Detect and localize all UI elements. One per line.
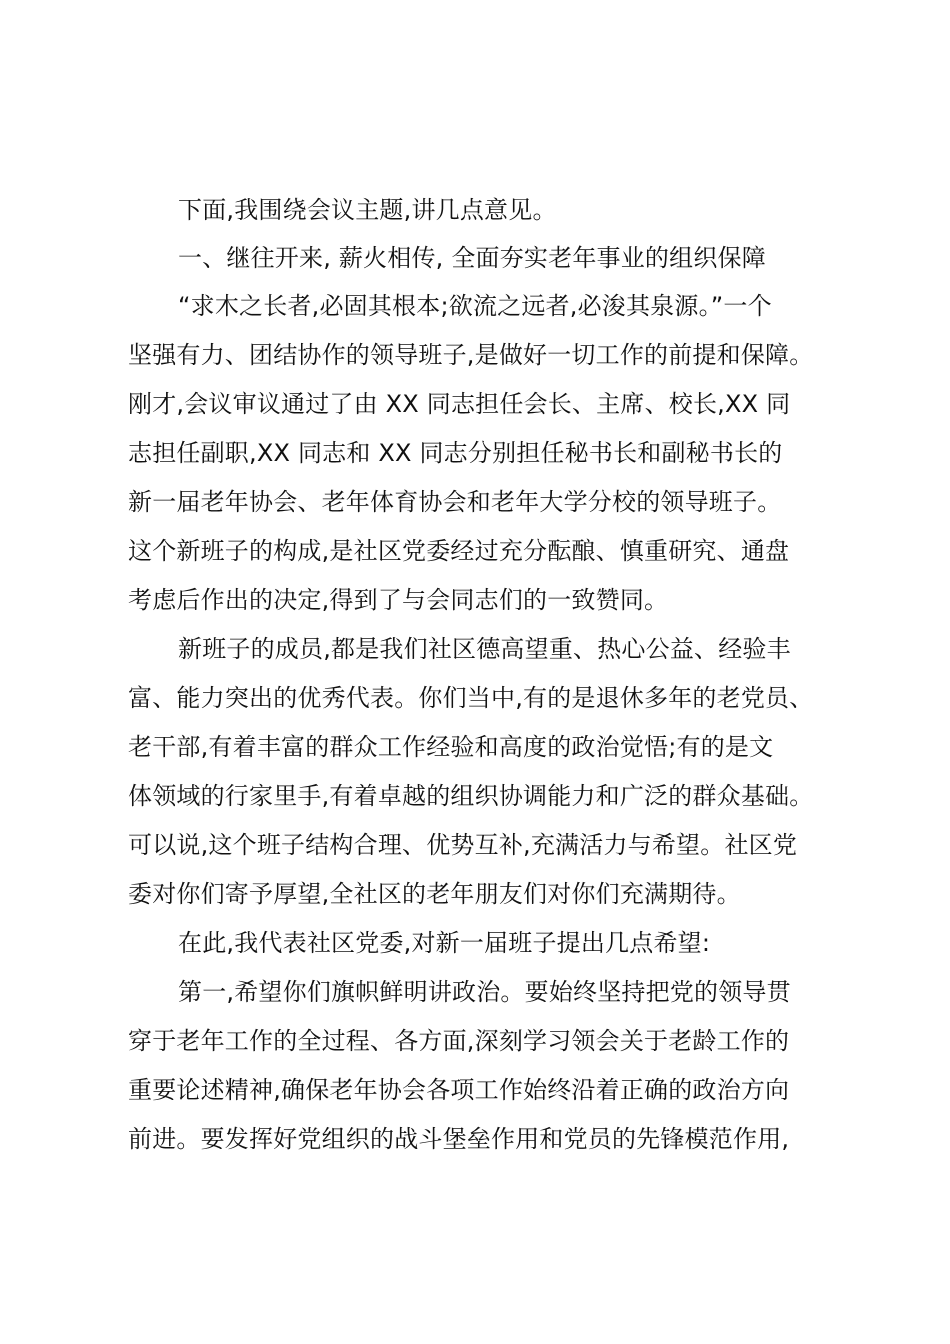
paragraph-line: 志担任副职,XX 同志和 XX 同志分别担任秘书长和副秘书长的 (128, 439, 783, 467)
paragraph-line: 老干部,有着丰富的群众工作经验和高度的政治觉悟;有的是文 (128, 733, 774, 761)
paragraph-line: 体领域的行家里手,有着卓越的组织协调能力和广泛的群众基础。 (128, 782, 814, 810)
paragraph-line: 委对你们寄予厚望,全社区的老年朋友们对你们充满期待。 (128, 880, 741, 908)
paragraph-line: 刚才,会议审议通过了由 XX 同志担任会长、主席、校长,XX 同 (128, 390, 791, 418)
paragraph-line: 第一,希望你们旗帜鲜明讲政治。要始终坚持把党的领导贯 (178, 978, 791, 1006)
paragraph-line: 考虑后作出的决定,得到了与会同志们的一致赞同。 (128, 586, 669, 614)
paragraph-line: 穿于老年工作的全过程、各方面,深刻学习领会关于老龄工作的 (128, 1027, 790, 1055)
section-heading: 一、继往开来, 薪火相传, 全面夯实老年事业的组织保障 (178, 244, 766, 272)
paragraph-line: 重要论述精神,确保老年协会各项工作始终沿着正确的政治方向 (128, 1076, 790, 1104)
paragraph-line: 富、能力突出的优秀代表。你们当中,有的是退休多年的老党员、 (128, 684, 814, 712)
paragraph-line: 这个新班子的构成,是社区党委经过充分酝酿、慎重研究、通盘 (128, 537, 790, 565)
paragraph-line: 坚强有力、团结协作的领导班子,是做好一切工作的前提和保障。 (128, 341, 814, 369)
paragraph-line: 下面,我围绕会议主题,讲几点意见。 (178, 196, 557, 224)
paragraph-line: 新班子的成员,都是我们社区德高望重、热心公益、经验丰 (178, 635, 791, 663)
paragraph-line: 在此,我代表社区党委,对新一届班子提出几点希望: (178, 929, 711, 957)
paragraph-line: “求木之长者,必固其根本;欲流之远者,必浚其泉源。”一个 (178, 292, 772, 320)
paragraph-line: 前进。要发挥好党组织的战斗堡垒作用和党员的先锋模范作用, (128, 1125, 790, 1153)
paragraph-line: 新一届老年协会、老年体育协会和老年大学分校的领导班子。 (128, 488, 782, 516)
paragraph-line: 可以说,这个班子结构合理、优势互补,充满活力与希望。社区党 (128, 831, 798, 859)
